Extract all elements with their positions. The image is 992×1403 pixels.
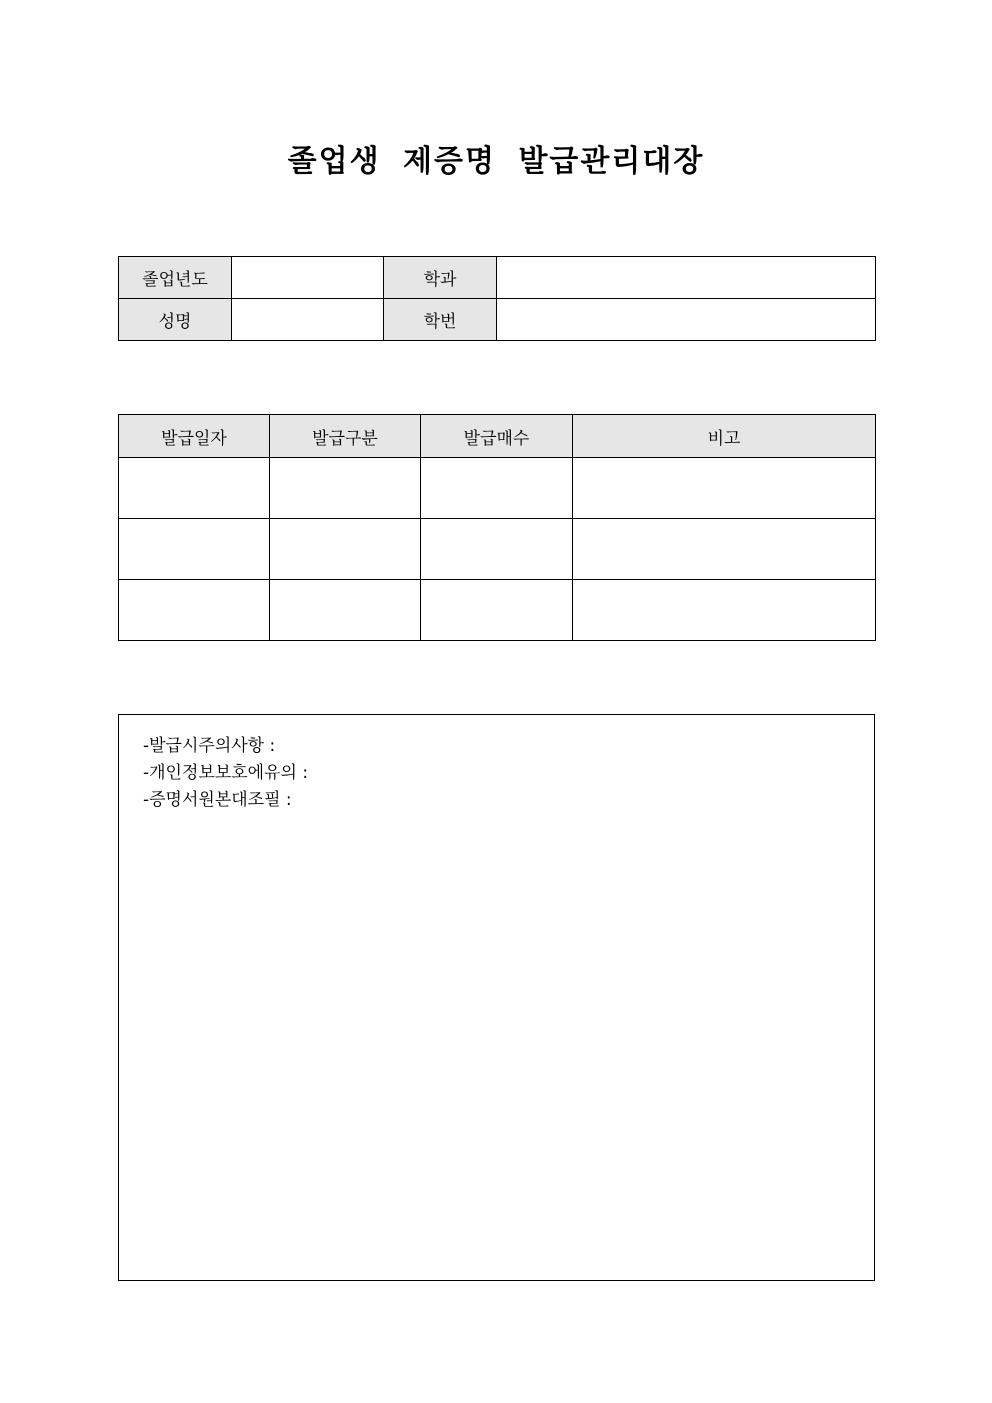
graduation-year-label: 졸업년도: [119, 257, 232, 299]
student-info-table: [118, 256, 876, 341]
issue-type-cell[interactable]: [270, 580, 421, 641]
column-header-issue-type: 발급구분: [270, 415, 421, 458]
issue-date-cell[interactable]: [119, 458, 270, 519]
issue-count-cell[interactable]: [421, 580, 573, 641]
page-title: 졸업생 제증명 발급관리대장: [287, 144, 705, 179]
student-id-field[interactable]: [497, 299, 876, 341]
note-privacy: -개인정보보호에유의 :: [143, 763, 309, 783]
name-label: 성명: [119, 299, 232, 341]
graduation-year-field[interactable]: [232, 257, 384, 299]
name-field[interactable]: [232, 299, 384, 341]
table-row: [119, 458, 876, 519]
remarks-cell[interactable]: [573, 580, 876, 641]
note-issue-caution: -발급시주의사항 :: [143, 736, 276, 756]
issue-count-cell[interactable]: [421, 519, 573, 580]
student-id-label: 학번: [384, 299, 497, 341]
remarks-cell[interactable]: [573, 458, 876, 519]
table-row: [119, 519, 876, 580]
column-header-issue-count: 발급매수: [421, 415, 573, 458]
column-header-remarks: 비고: [573, 415, 876, 458]
issue-type-cell[interactable]: [270, 458, 421, 519]
note-original-verified: -증명서원본대조필 :: [143, 790, 292, 810]
issue-type-cell[interactable]: [270, 519, 421, 580]
remarks-cell[interactable]: [573, 519, 876, 580]
notes-box[interactable]: [118, 714, 875, 1281]
department-field[interactable]: [497, 257, 876, 299]
issue-count-cell[interactable]: [421, 458, 573, 519]
table-row: [119, 580, 876, 641]
issue-date-cell[interactable]: [119, 519, 270, 580]
department-label: 학과: [384, 257, 497, 299]
issue-date-cell[interactable]: [119, 580, 270, 641]
issue-log-table: [118, 414, 876, 641]
column-header-issue-date: 발급일자: [119, 415, 270, 458]
